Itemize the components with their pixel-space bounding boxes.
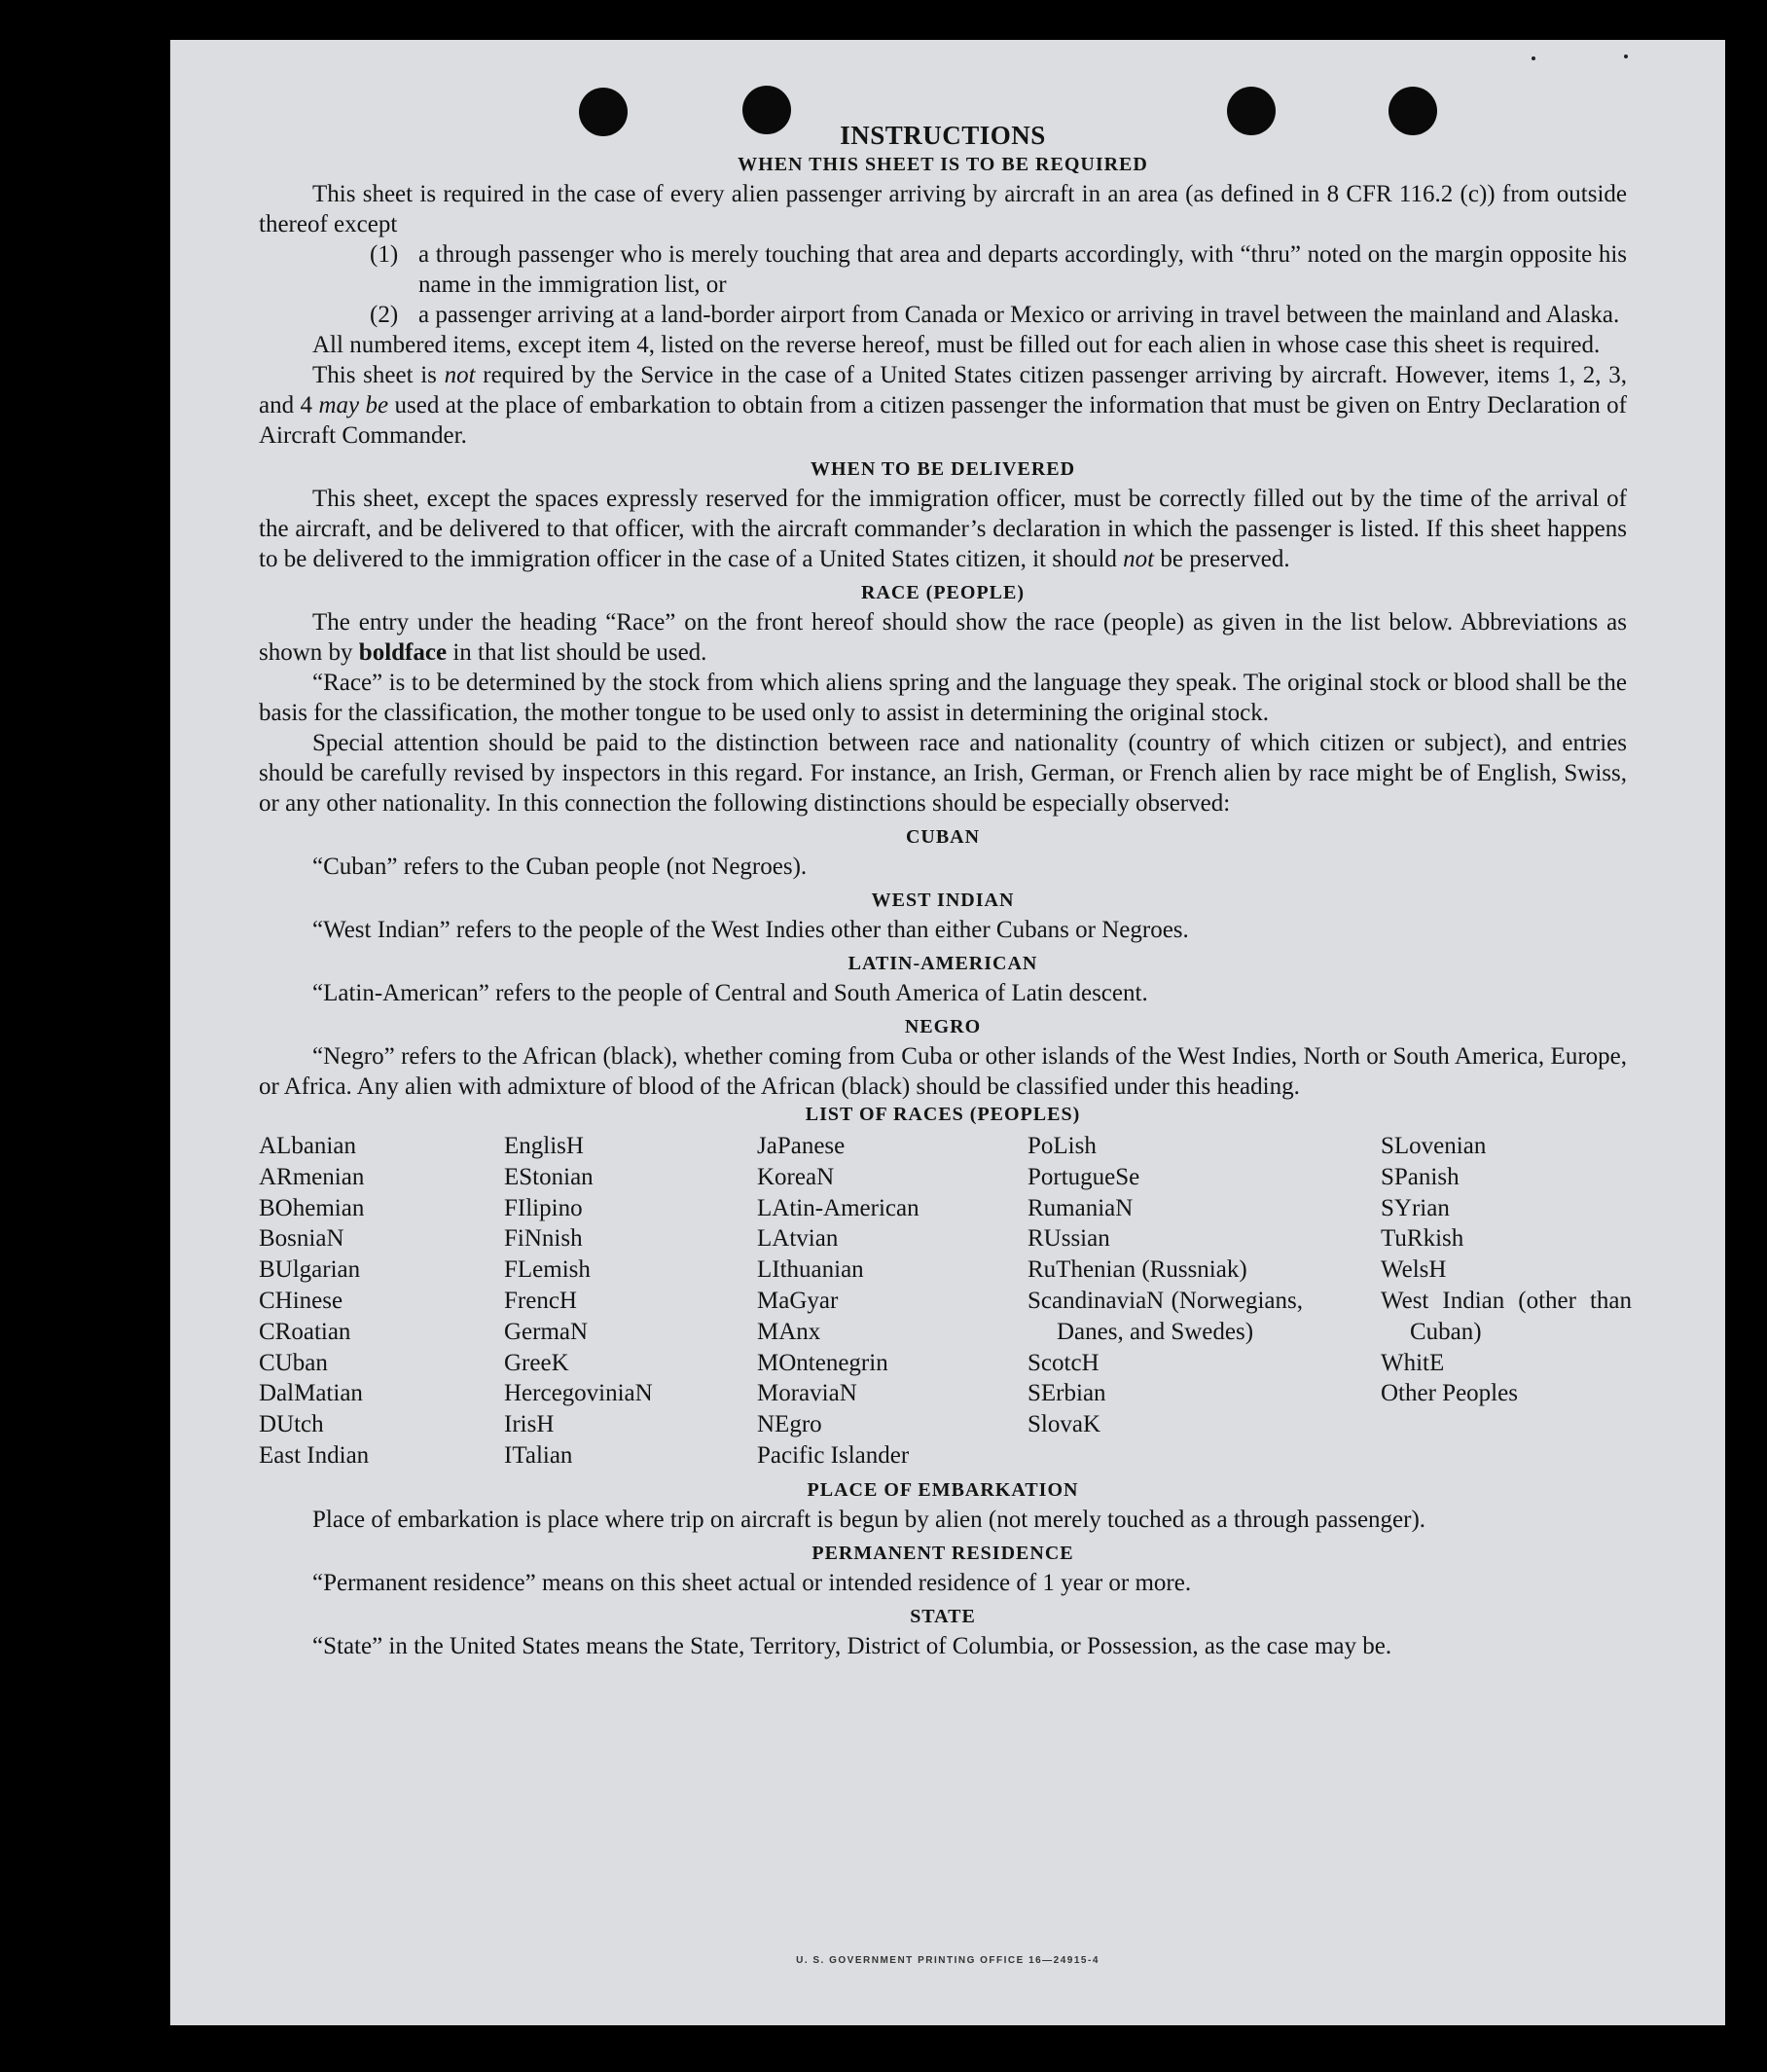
race-column — [1381, 1131, 1632, 1472]
document-page — [170, 40, 1725, 2025]
race-entry: West Indian (other than Cuban) — [1381, 1287, 1632, 1345]
heading-state: STATE — [910, 1605, 976, 1627]
heading-latin-american: LATIN-AMERICAN — [847, 953, 1038, 974]
race-entry: East Indian — [259, 1441, 370, 1469]
cuban-text: “Cuban” refers to the Cuban people (not Negroes). — [312, 854, 808, 880]
race-entry: SYrian — [1381, 1194, 1450, 1221]
exception-item: (2) a passenger arriving at a land-border airport from Canada or Mexico or arriving in travel between the mainland and Alaska. — [370, 302, 1620, 328]
race-entry: MOntenegrin — [757, 1349, 888, 1376]
race-entry: SlovaK — [1028, 1411, 1100, 1438]
race-entry: FrencH — [504, 1287, 577, 1314]
race-entry: HercegoviniaN — [504, 1380, 653, 1407]
speck — [1624, 55, 1628, 58]
race-entry: JaPanese — [757, 1133, 846, 1159]
race-entry: WelsH — [1381, 1256, 1447, 1284]
exception-item: (1) a through passenger who is merely touching that area and departs accordingly, with “thru” noted on the margin opposite his name in the immigration list, or — [370, 241, 1627, 298]
race-entry: MoraviaN — [757, 1380, 857, 1407]
race-para1: The entry under the heading “Race” on the front hereof should show the race (people) as given in the list below. Abbreviations as shown by boldface in that list should be used. — [259, 609, 1627, 666]
race-entry: RuThenian (Russniak) — [1028, 1256, 1247, 1284]
race-entry: SPanish — [1381, 1163, 1460, 1190]
race-para2: “Race” is to be determined by the stock from which aliens spring and the language they speak. The original stock or blood shall be the basis for the classification, the mother tongue to be used only to assist in determining the original stock. — [259, 670, 1627, 726]
speck — [1532, 56, 1535, 60]
race-entry: SErbian — [1028, 1380, 1106, 1407]
race-entry: DalMatian — [259, 1380, 363, 1407]
state-text: “State” in the United States means the State, Territory, District of Columbia, or Possession, as the case may be. — [312, 1632, 1392, 1659]
race-column — [504, 1131, 757, 1472]
race-entry: MaGyar — [757, 1287, 839, 1314]
race-column — [757, 1131, 1028, 1472]
race-entry: RumaniaN — [1028, 1194, 1134, 1221]
race-entry: LAtin-American — [757, 1194, 920, 1221]
race-entry: CHinese — [259, 1287, 343, 1314]
race-entry: Pacific Islander — [757, 1441, 910, 1469]
heading-west-indian: WEST INDIAN — [871, 890, 1015, 911]
race-entry: IrisH — [504, 1411, 555, 1438]
race-entry: ARmenian — [259, 1163, 365, 1190]
race-entry: Other Peoples — [1381, 1380, 1518, 1407]
race-column — [259, 1131, 504, 1472]
race-entry: FLemish — [504, 1256, 591, 1284]
when-delivered-para: This sheet, except the spaces expressly reserved for the immigration officer, must be correctly filled out by the time of the arrival of the aircraft, and be delivered to that officer, with the aircraft commander’s declaration in which the passenger is listed. If this sheet happens to be delivered to the immigration officer in the case of a United States citizen, it should not be preserved. — [259, 486, 1627, 572]
heading-place-of-embarkation: PLACE OF EMBARKATION — [807, 1478, 1079, 1501]
latin-american-text: “Latin-American” refers to the people of Central and South America of Latin descent. — [312, 980, 1148, 1006]
heading-race: RACE (PEOPLE) — [861, 582, 1025, 603]
heading-negro: NEGRO — [904, 1016, 982, 1037]
race-entry: PoLish — [1028, 1133, 1097, 1159]
race-entry: RUssian — [1028, 1225, 1110, 1253]
race-entry: WhitE — [1381, 1349, 1445, 1376]
race-entry: CUban — [259, 1349, 328, 1376]
race-entry: DUtch — [259, 1411, 324, 1438]
race-entry: ITalian — [504, 1441, 573, 1469]
when-required-para3: This sheet is not required by the Service in the case of a United States citizen passenger arriving by aircraft. However, items 1, 2, 3, and 4 may be used at the place of embarkation to obtain from a citizen passenger the information that must be given on Entry Declaration of Aircraft Commander. — [259, 362, 1627, 449]
when-required-intro: This sheet is required in the case of every alien passenger arriving by aircraft in an area (as defined in 8 CFR 116.2 (c)) from outside thereof except — [259, 181, 1627, 237]
heading-list-of-races: LIST OF RACES (PEOPLES) — [805, 1104, 1081, 1125]
instructions-body — [259, 113, 1632, 1661]
race-entry: FiNnish — [504, 1225, 583, 1253]
race-para3: Special attention should be paid to the distinction between race and nationality (country of which citizen or subject), and entries should be carefully revised by inspectors in this regard. For instance, an Irish, German, or French alien by race might be of English, Swiss, or any other nationality. In this connection the following distinctions should be especially observed: — [259, 730, 1627, 817]
race-entry: BUlgarian — [259, 1256, 361, 1284]
race-entry: GreeK — [504, 1349, 569, 1376]
race-entry: KoreaN — [757, 1163, 835, 1190]
negro-text: “Negro” refers to the African (black), whether coming from Cuba or other islands of the West Indies, North or South America, Europe, or Africa. Any alien with admixture of blood of the African (black) should be classified under this heading. — [259, 1043, 1627, 1100]
race-entry: LAtvian — [757, 1225, 839, 1253]
race-entry: ALbanian — [259, 1133, 356, 1159]
race-entry: ScotcH — [1028, 1349, 1100, 1376]
race-entry: MAnx — [757, 1318, 821, 1345]
race-entry: LIthuanian — [757, 1256, 864, 1284]
heading-when-delivered: WHEN TO BE DELIVERED — [810, 458, 1076, 480]
race-entry: PortugueSe — [1028, 1163, 1140, 1190]
place-of-embarkation-text: Place of embarkation is place where trip on aircraft is begun by alien (not merely touched as a through passenger). — [312, 1506, 1426, 1533]
race-entry: GermaN — [504, 1318, 589, 1345]
race-entry: ScandinaviaN (Norwegians, Danes, and Swedes) — [1028, 1287, 1303, 1345]
race-column — [1028, 1131, 1303, 1472]
race-entry: CRoatian — [259, 1318, 351, 1345]
race-entry: BosniaN — [259, 1225, 344, 1253]
race-entry: SLovenian — [1381, 1133, 1487, 1159]
heading-when-required: WHEN THIS SHEET IS TO BE REQUIRED — [738, 154, 1148, 175]
page-title: INSTRUCTIONS — [840, 121, 1046, 150]
heading-cuban: CUBAN — [905, 826, 981, 848]
permanent-residence-text: “Permanent residence” means on this sheet actual or intended residence of 1 year or more. — [312, 1569, 1192, 1596]
race-entry: NEgro — [757, 1411, 822, 1438]
west-indian-text: “West Indian” refers to the people of the West Indies other than either Cubans or Negroes. — [312, 917, 1189, 943]
race-entry: EnglisH — [504, 1133, 584, 1159]
race-entry: EStonian — [504, 1163, 594, 1190]
when-required-para2: All numbered items, except item 4, listed on the reverse hereof, must be filled out for each alien in whose case this sheet is required. — [312, 332, 1601, 358]
race-entry: FIlipino — [504, 1194, 583, 1221]
race-entry: BOhemian — [259, 1194, 365, 1221]
race-list — [259, 1131, 1632, 1472]
printing-office-footer: U. S. GOVERNMENT PRINTING OFFICE 16—24915-4 — [796, 1955, 1100, 1966]
race-entry: TuRkish — [1381, 1225, 1464, 1253]
heading-permanent-residence: PERMANENT RESIDENCE — [811, 1542, 1074, 1564]
